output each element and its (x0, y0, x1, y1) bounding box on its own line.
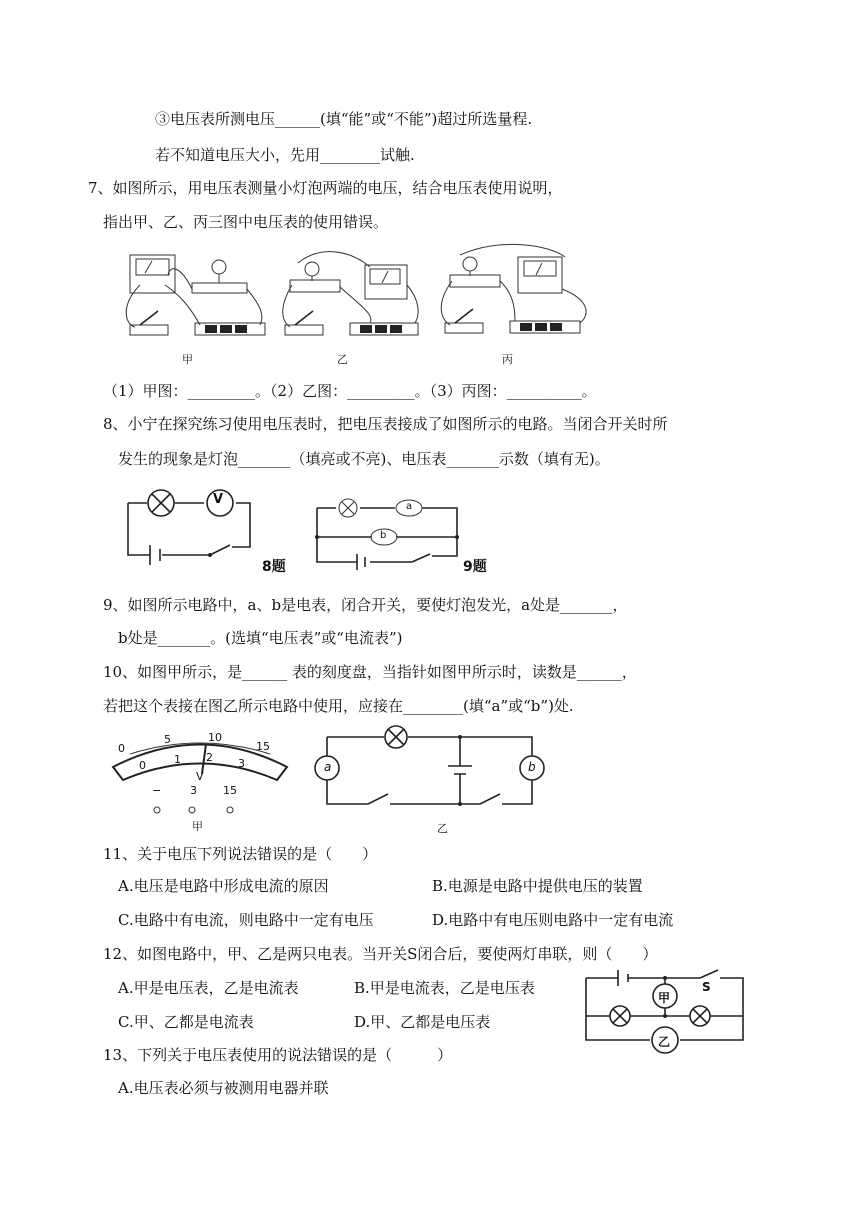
caption-jia: 甲 (182, 353, 193, 366)
meter-b-10: b (528, 760, 536, 774)
text-line: 若不知道电压大小，先用________试触. (155, 146, 415, 164)
bottom-scale-2: 2 (206, 751, 213, 764)
option-11-a: A.电压是电路中形成电流的原因 (118, 877, 329, 895)
caption-8: 8题 (262, 559, 286, 575)
terminal-15: 15 (223, 784, 237, 797)
caption-yi: 乙 (337, 353, 348, 366)
unit-label: V (196, 770, 204, 783)
bottom-scale-0: 0 (139, 759, 146, 772)
text-line: ③电压表所测电压______(填“能”或“不能”)超过所选量程. (155, 110, 533, 128)
question-9: 9、如图所示电路中，a、b是电表，闭合开关，要使灯泡发光，a处是_______， (103, 596, 628, 614)
terminal-neg: − (152, 784, 162, 797)
meter-a-label: a (406, 501, 413, 512)
top-scale-10: 10 (208, 731, 222, 744)
caption-9: 9题 (463, 559, 487, 575)
option-12-c: C.甲、乙都是电流表 (118, 1013, 254, 1031)
option-11-d: D.电路中有电压则电路中一定有电流 (432, 911, 674, 929)
question-13: 13、下列关于电压表使用的说法错误的是（ ） (103, 1046, 453, 1064)
meter-b-label: b (380, 530, 387, 541)
option-12-a: A.甲是电压表，乙是电流表 (118, 979, 299, 997)
meter-v-label: V (213, 492, 224, 507)
meter-a-10: a (324, 760, 332, 774)
option-13-a: A.电压表必须与被测用电器并联 (118, 1079, 329, 1097)
question-12: 12、如图电路中，甲、乙是两只电表。当开关S闭合后，要使两灯串联，则（ ） (103, 945, 658, 963)
setup-bing (441, 244, 586, 333)
question-7: 7、如图所示，用电压表测量小灯泡两端的电压，结合电压表使用说明， (88, 179, 563, 197)
terminal-3: 3 (190, 784, 197, 797)
bottom-scale-1: 1 (174, 753, 181, 766)
figure-10-circuit (310, 728, 555, 810)
setup-yi (283, 252, 418, 335)
option-11-b: B.电源是电路中提供电压的装置 (432, 877, 643, 895)
question-11: 11、关于电压下列说法错误的是（ ） (103, 845, 378, 863)
answer-line-7: （1）甲图：_________。（2）乙图：_________。（3）丙图：__________。 (103, 382, 597, 400)
text-line: 若把这个表接在图乙所示电路中使用，应接在________(填“a”或“b”)处. (103, 697, 574, 715)
text-line: 指出甲、乙、丙三图中电压表的使用错误。 (103, 213, 389, 231)
text-line: 发生的现象是灯泡_______（填亮或不亮)、电压表_______示数（填有无)。 (118, 450, 610, 468)
top-scale-15: 15 (256, 740, 270, 753)
caption-10-yi: 乙 (437, 822, 448, 835)
option-11-c: C.电路中有电流，则电路中一定有电压 (118, 911, 374, 929)
bottom-scale-3: 3 (238, 757, 245, 770)
switch-s-label: S (702, 980, 711, 994)
question-8: 8、小宁在探究练习使用电压表时，把电压表接成了如图所示的电路。当闭合开关时所 (103, 415, 668, 433)
meter-jia-label: 甲 (658, 991, 671, 1005)
figure-7 (120, 245, 590, 350)
caption-10-jia: 甲 (192, 820, 203, 833)
option-12-d: D.甲、乙都是电压表 (354, 1013, 491, 1031)
caption-bing: 丙 (502, 353, 513, 366)
setup-jia (126, 255, 265, 335)
top-scale-0: 0 (118, 742, 125, 755)
meter-yi-label: 乙 (658, 1035, 671, 1049)
question-10: 10、如图甲所示，是______ 表的刻度盘，当指针如图甲所示时，读数是______， (103, 663, 637, 681)
figure-8 (120, 485, 260, 565)
option-12-b: B.甲是电流表，乙是电压表 (354, 979, 535, 997)
figure-9 (312, 490, 462, 570)
top-scale-5: 5 (164, 733, 171, 746)
text-line: b处是_______。(选填“电压表”或“电流表”) (118, 629, 403, 647)
